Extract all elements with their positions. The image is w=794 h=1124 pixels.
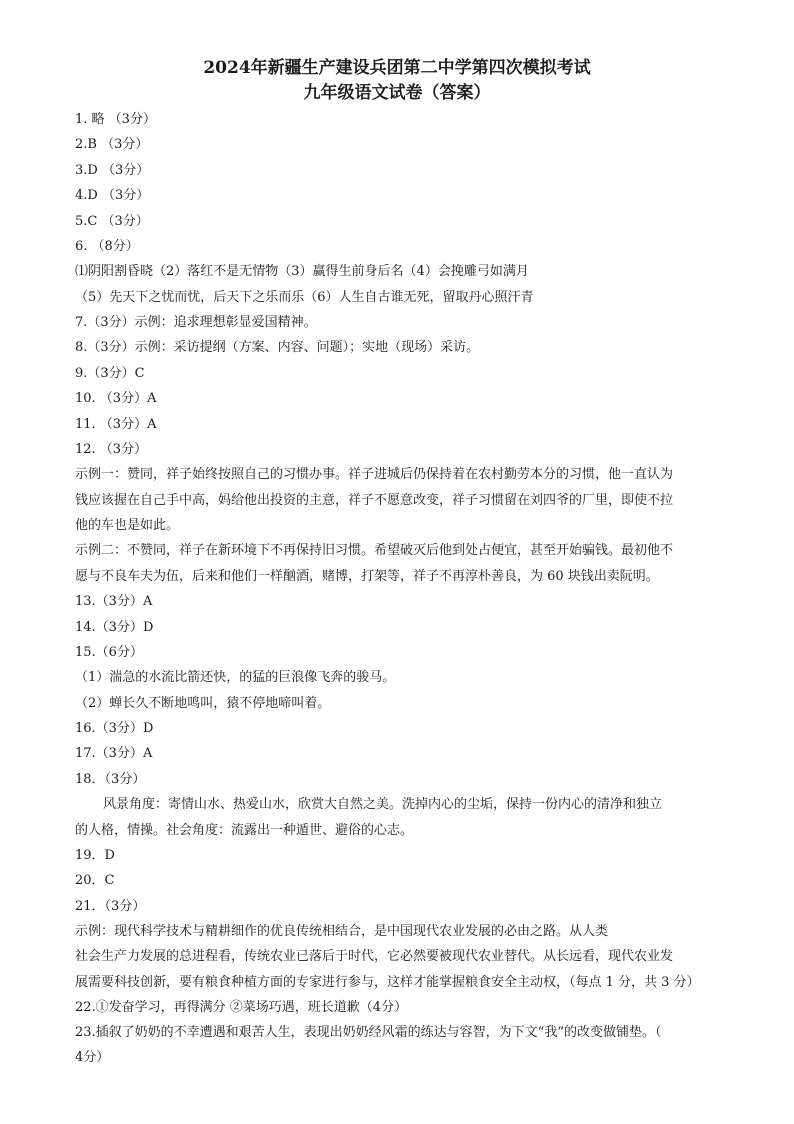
answer-line: 12. （3分） bbox=[75, 442, 148, 457]
answer-line: 社会生产力发展的总进程看，传统农业已落后于时代，它必然要被现代农业替代。从长远看，现代农业发 bbox=[75, 949, 674, 964]
answer-line: ⑴阴阳割昏晓（2）落红不是无情物（3）赢得生前身后名（4）会挽雕弓如满月 bbox=[75, 264, 529, 279]
answer-line: 19．D bbox=[75, 848, 115, 863]
answer-line: （1）湍急的水流比箭还快，的猛的巨浪像飞奔的骏马。 bbox=[75, 670, 396, 685]
page-subtitle: 九年级语文试卷（答案） bbox=[303, 83, 491, 103]
answer-line: 2.B （3分） bbox=[75, 137, 149, 152]
answer-line: 15.（6分） bbox=[75, 645, 143, 660]
answer-line: 1. 略 （3分） bbox=[75, 112, 156, 127]
answer-line: 风景角度：寄情山水、热爱山水，欣赏大自然之美。洗掉内心的尘垢，保持一份内心的清净和独立 bbox=[103, 797, 663, 812]
answer-line: 示例二：不赞同，祥子在新环境下不再保持旧习惯。希望破灭后他到处占便宜，甚至开始骗钱。最初他不 bbox=[75, 543, 674, 558]
answer-line: 7.（3分）示例：追求理想彰显爱国精神。 bbox=[75, 315, 317, 330]
answer-line: 13.（3分）A bbox=[75, 594, 153, 609]
answer-line: 愿与不良车夫为伍，后来和他们一样酗酒，赌博，打架等，祥子不再淳朴善良，为 60 块钱出卖阮明。 bbox=[75, 569, 659, 584]
answer-line: 14.（3分）D bbox=[75, 620, 154, 635]
answer-line: 展需要科技创新，要有粮食种植方面的专家进行参与，这样才能掌握粮食安全主动权，（每点 1 分，共 3 分） bbox=[75, 975, 700, 990]
answer-line: 3.D （3分） bbox=[75, 163, 150, 178]
answer-line: 6. （8分） bbox=[75, 239, 139, 254]
answer-line: 9.（3分）C bbox=[75, 366, 145, 381]
answer-line: 22.①发奋学习，再得满分 ②菜场巧遇，班长道歉（4分） bbox=[75, 1000, 408, 1015]
answer-line: 的人格，情操。社会角度：流露出一种遁世、避俗的心志。 bbox=[75, 823, 414, 838]
answer-line: 钱应该握在自己手中高，妈给他出投资的主意，祥子不愿意改变，祥子习惯留在刘四爷的厂里，即使不拉 bbox=[75, 493, 674, 508]
answer-line: 他的车也是如此。 bbox=[75, 518, 180, 533]
page-title: 2024年新疆生产建设兵团第二中学第四次模拟考试 bbox=[203, 58, 591, 78]
answer-line: 示例一：赞同，祥子始终按照自己的习惯办事。祥子进城后仍保持着在农村勤劳本分的习惯，他一直认为 bbox=[75, 467, 674, 482]
answer-line: 4.D （3分） bbox=[75, 188, 150, 203]
answer-line: 11. （3分）A bbox=[75, 417, 157, 432]
answer-line: 23.插叙了奶奶的不幸遭遇和艰苦人生，表现出奶奶经风霜的练达与容智，为下文“我”的改变做铺垫。（ bbox=[75, 1025, 662, 1040]
answer-line: 20．C bbox=[75, 873, 115, 888]
answer-line: 4分） bbox=[75, 1050, 110, 1065]
answer-line: 21．（3分） bbox=[75, 899, 146, 914]
answer-line: （5）先天下之忧而忧，后天下之乐而乐（6）人生自古谁无死，留取丹心照汗青 bbox=[75, 290, 534, 305]
answer-line: 5.C （3分） bbox=[75, 214, 149, 229]
answer-line: 示例：现代科学技术与精耕细作的优良传统相结合，是中国现代农业发展的必由之路。从人类 bbox=[75, 924, 609, 939]
answer-line: 8.（3分）示例：采访提纲（方案、内容、问题）；实地（现场）采访。 bbox=[75, 340, 480, 355]
answer-line: （2）蝉长久不断地鸣叫，猿不停地啼叫着。 bbox=[75, 696, 331, 711]
answer-line: 16.（3分）D bbox=[75, 721, 154, 736]
answer-line: 17.（3分）A bbox=[75, 746, 153, 761]
answer-line: 18．（3分） bbox=[75, 772, 146, 787]
answer-line: 10. （3分）A bbox=[75, 391, 157, 406]
